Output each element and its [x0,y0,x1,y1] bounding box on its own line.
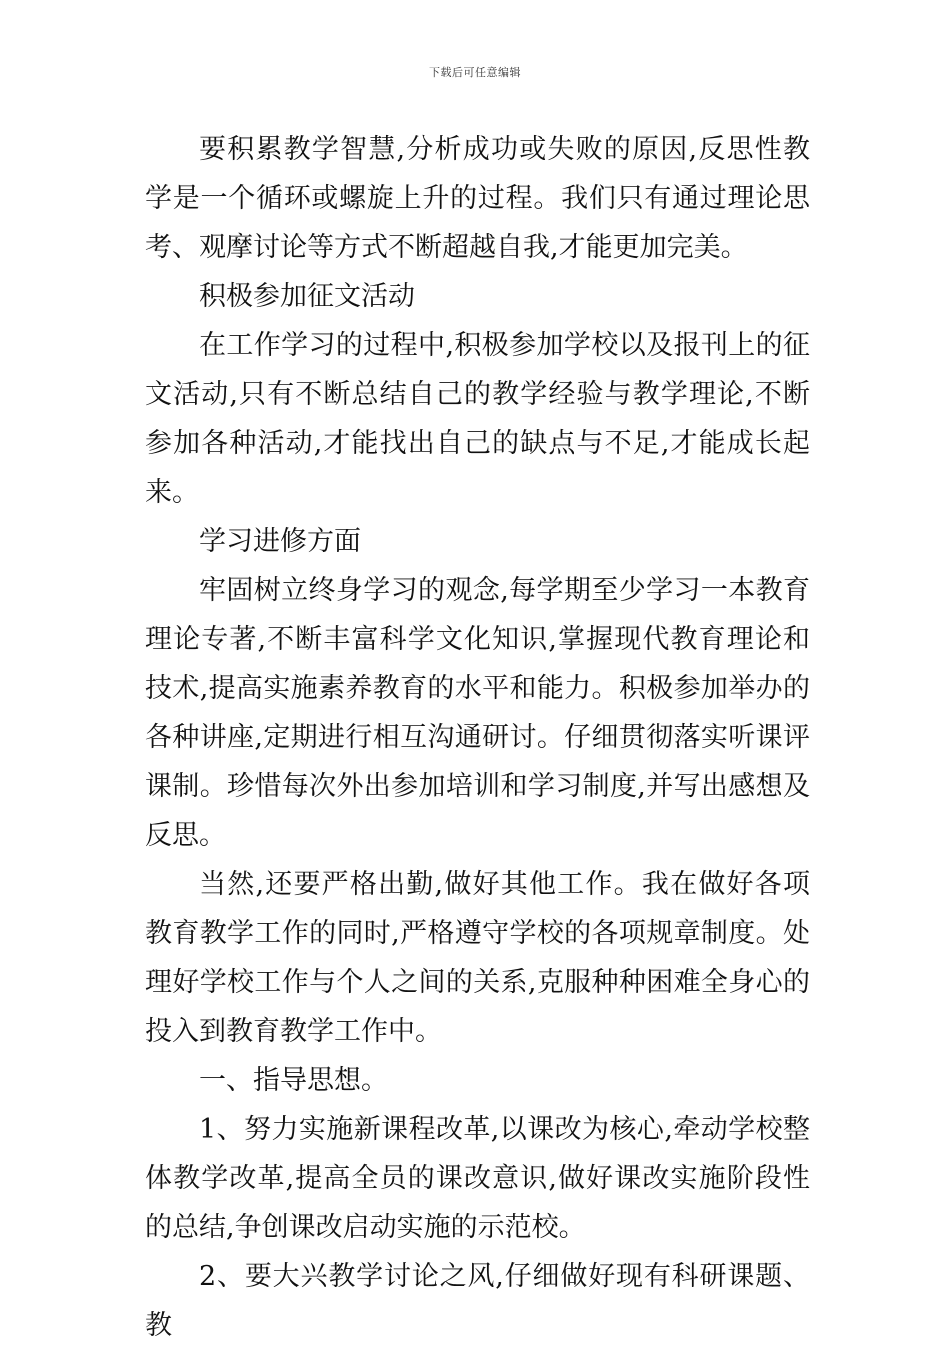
list-item-2-teaching-discussion: 2、要大兴教学讨论之风,仔细做好现有科研课题、教 [145,1261,810,1341]
list-item-1-curriculum-reform: 1、努力实施新课程改革,以课改为核心,牵动学校整体教学改革,提高全员的课改意识,做好课改实施阶段性的总结,争创课改启动实施的示范校。 [145,1114,810,1243]
paragraph-essay-activities: 在工作学习的过程中,积极参加学校以及报刊上的征文活动,只有不断总结自己的教学经验与教学理论,不断参加各种活动,才能找出自己的缺点与不足,才能成长起来。 [145,330,810,508]
section-heading-study: 学习进修方面 [199,526,361,557]
document-body [145,125,810,1350]
paragraph-teaching-reflection: 要积累教学智慧,分析成功或失败的原因,反思性教学是一个循环或螺旋上升的过程。我们只有通过理论思考、观摩讨论等方式不断超越自我,才能更加完美。 [145,134,810,263]
section-heading-essay-activities: 积极参加征文活动 [199,281,415,312]
paragraph-attendance: 当然,还要严格出勤,做好其他工作。我在做好各项教育教学工作的同时,严格遵守学校的各项规章制度。处理好学校工作与个人之间的关系,克服种种困难全身心的投入到教育教学工作中。 [145,869,810,1047]
paragraph-lifelong-learning: 牢固树立终身学习的观念,每学期至少学习一本教育理论专著,不断丰富科学文化知识,掌握现代教育理论和技术,提高实施素养教育的水平和能力。积极参加举办的各种讲座,定期进行相互沟通研讨。仔细贯彻落实听课评课制。珍惜每次外出参加培训和学习制度,并写出感想及反思。 [145,575,810,851]
section-heading-guiding-ideology: 一、指导思想。 [199,1065,388,1096]
page-header-note: 下载后可任意编辑 [429,66,521,79]
